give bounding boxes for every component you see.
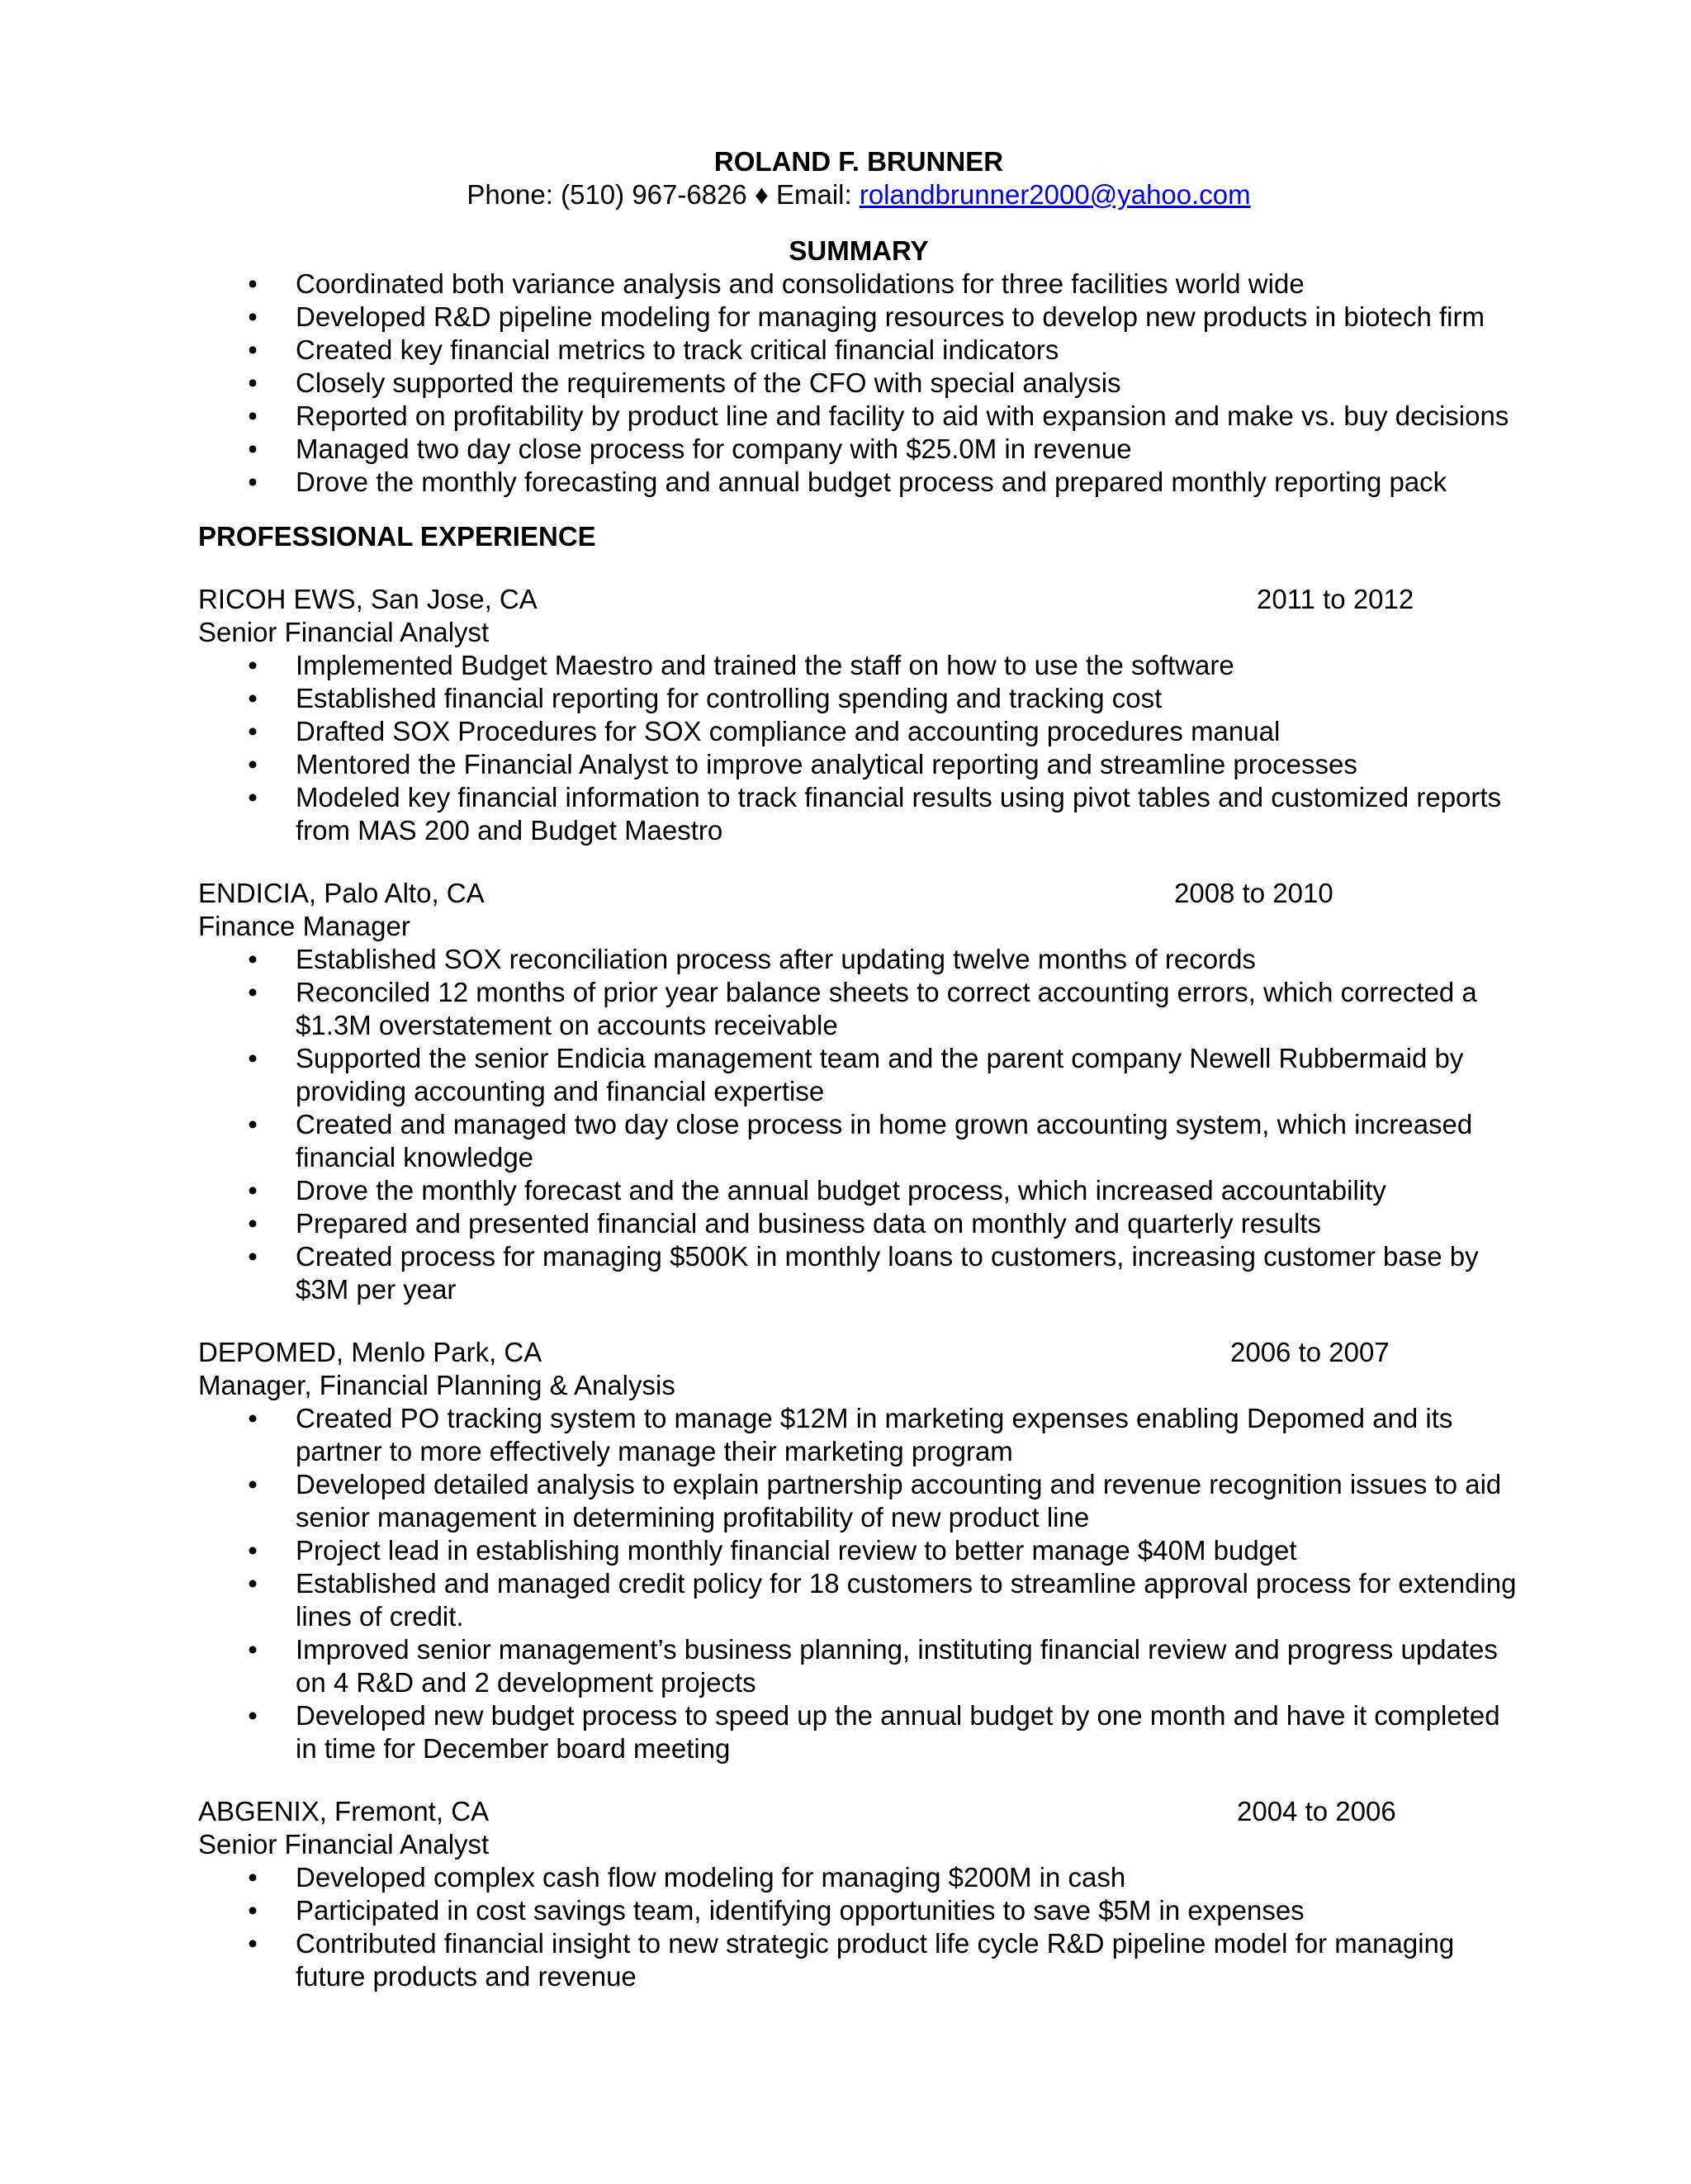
job-company: DEPOMED, Menlo Park, CA — [198, 1337, 542, 1367]
job-entry — [198, 1336, 1519, 1765]
list-item-text: Created key financial metrics to track critical financial indicators — [296, 334, 1059, 365]
bullet-icon: • — [248, 367, 258, 398]
email-label: Email: — [775, 179, 860, 210]
email-link[interactable]: rolandbrunner2000@yahoo.com — [859, 179, 1251, 210]
job-dates: 2008 to 2010 — [1174, 878, 1333, 908]
bullet-icon: • — [248, 467, 258, 497]
list-item — [248, 1240, 1519, 1306]
bullet-icon: • — [248, 1862, 258, 1893]
job-dates: 2004 to 2006 — [1237, 1796, 1396, 1826]
list-item — [248, 1207, 1519, 1240]
list-item-text: Drafted SOX Procedures for SOX compliance and accounting procedures manual — [296, 716, 1281, 746]
list-item — [248, 682, 1519, 715]
list-item-text: Drove the monthly forecast and the annual budget process, which increased accountability — [296, 1175, 1386, 1206]
job-entry — [198, 1795, 1519, 1993]
list-item — [248, 1534, 1519, 1567]
bullet-icon: • — [248, 1043, 258, 1073]
list-item — [248, 715, 1519, 748]
bullet-icon: • — [248, 977, 258, 1007]
job-header — [198, 1795, 1519, 1828]
job-title: Senior Financial Analyst — [198, 1829, 490, 1859]
list-item — [248, 466, 1519, 499]
bullet-icon: • — [248, 400, 258, 431]
job-duties-list — [198, 1861, 1519, 1993]
list-item-text: Drove the monthly forecasting and annual budget process and prepared monthly reporting pack — [296, 467, 1447, 497]
bullet-icon: • — [248, 1175, 258, 1206]
job-entry — [198, 583, 1519, 847]
bullet-icon: • — [248, 268, 258, 299]
bullet-icon: • — [248, 1403, 258, 1433]
job-dates: 2011 to 2012 — [1257, 584, 1414, 614]
list-item — [248, 334, 1519, 367]
list-item-text: Coordinated both variance analysis and consolidations for three facilities world wide — [296, 268, 1305, 299]
bullet-icon: • — [248, 782, 258, 812]
list-item — [248, 1402, 1519, 1468]
bullet-icon: • — [248, 650, 258, 680]
phone-number: (510) 967-6826 — [561, 179, 747, 210]
list-item — [248, 1699, 1519, 1765]
list-item-text: Implemented Budget Maestro and trained the staff on how to use the software — [296, 650, 1234, 680]
list-item-text: Created and managed two day close process in home grown accounting system, which increased financial knowledge — [296, 1109, 1473, 1173]
job-header — [198, 583, 1519, 616]
list-item-text: Developed R&D pipeline modeling for managing resources to develop new products in biotech firm — [296, 301, 1485, 332]
list-item-text: Reconciled 12 months of prior year balance sheets to correct accounting errors, which corrected a $1.3M overstatement on accounts receivable — [296, 977, 1477, 1040]
list-item-text: Modeled key financial information to track financial results using pivot tables and customized reports from MAS 200 and Budget Maestro — [296, 782, 1502, 846]
list-item — [248, 301, 1519, 334]
bullet-icon: • — [248, 749, 258, 779]
bullet-icon: • — [248, 716, 258, 746]
list-item — [248, 976, 1519, 1042]
list-item-text: Prepared and presented financial and business data on monthly and quarterly results — [296, 1208, 1321, 1239]
bullet-icon: • — [248, 1634, 258, 1665]
job-duties-list — [198, 943, 1519, 1306]
list-item-text: Mentored the Financial Analyst to improve analytical reporting and streamline processes — [296, 749, 1357, 779]
candidate-name: ROLAND F. BRUNNER — [713, 146, 1004, 177]
phone-label: Phone: — [467, 179, 561, 210]
job-header — [198, 1336, 1519, 1369]
list-item-text: Developed detailed analysis to explain partnership accounting and revenue recognition issues to aid senior management in determining profitability of new product line — [296, 1469, 1502, 1533]
list-item — [248, 433, 1519, 466]
list-item-text: Closely supported the requirements of the CFO with special analysis — [296, 367, 1121, 398]
list-item-text: Established financial reporting for controlling spending and tracking cost — [296, 683, 1163, 713]
bullet-icon: • — [248, 1241, 258, 1272]
bullet-icon: • — [248, 1928, 258, 1959]
bullet-icon: • — [248, 1700, 258, 1731]
bullet-icon: • — [248, 1469, 258, 1499]
list-item-text: Reported on profitability by product line and facility to aid with expansion and make vs. buy decisions — [296, 400, 1509, 431]
bullet-icon: • — [248, 301, 258, 332]
job-header — [198, 877, 1519, 910]
list-item — [248, 1567, 1519, 1633]
list-item — [248, 1174, 1519, 1207]
job-company: RICOH EWS, San Jose, CA — [198, 584, 538, 614]
list-item — [248, 400, 1519, 433]
list-item — [248, 367, 1519, 400]
bullet-icon: • — [248, 1568, 258, 1599]
experience-heading: PROFESSIONAL EXPERIENCE — [198, 521, 596, 552]
job-duties-list — [198, 1402, 1519, 1765]
list-item — [248, 1633, 1519, 1699]
list-item — [248, 1468, 1519, 1534]
resume-page — [198, 145, 1519, 1993]
list-item-text: Supported the senior Endicia management team and the parent company Newell Rubbermaid by providing accounting and financial expertise — [296, 1043, 1464, 1106]
bullet-icon: • — [248, 683, 258, 713]
job-company: ENDICIA, Palo Alto, CA — [198, 878, 485, 908]
bullet-icon: • — [248, 334, 258, 365]
bullet-icon: • — [248, 433, 258, 464]
list-item — [248, 748, 1519, 781]
job-company: ABGENIX, Fremont, CA — [198, 1796, 490, 1826]
list-item-text: Improved senior management’s business planning, instituting financial review and progress updates on 4 R&D and 2 development projects — [296, 1634, 1498, 1698]
summary-heading: SUMMARY — [789, 235, 929, 266]
bullet-icon: • — [248, 1208, 258, 1239]
list-item-text: Managed two day close process for company with $25.0M in revenue — [296, 433, 1132, 464]
job-title: Manager, Financial Planning & Analysis — [198, 1370, 675, 1400]
job-duties-list — [198, 649, 1519, 847]
bullet-icon: • — [248, 1535, 258, 1566]
list-item — [248, 1042, 1519, 1108]
list-item — [248, 1927, 1519, 1993]
job-entry — [198, 877, 1519, 1306]
bullet-icon: • — [248, 1109, 258, 1139]
list-item-text: Created PO tracking system to manage $12M in marketing expenses enabling Depomed and its partner to more effectively manage their marketing program — [296, 1403, 1453, 1466]
list-item-text: Established and managed credit policy for 18 customers to streamline approval process for extending lines of credit. — [296, 1568, 1517, 1632]
list-item-text: Participated in cost savings team, identifying opportunities to save $5M in expenses — [296, 1895, 1305, 1926]
bullet-icon: • — [248, 944, 258, 974]
diamond-separator-icon: ♦ — [746, 179, 776, 210]
list-item — [248, 649, 1519, 682]
list-item — [248, 1861, 1519, 1894]
summary-list — [198, 268, 1519, 499]
bullet-icon: • — [248, 1895, 258, 1926]
list-item — [248, 1108, 1519, 1174]
list-item-text: Created process for managing $500K in monthly loans to customers, increasing customer base by $3M per year — [296, 1241, 1479, 1305]
job-dates: 2006 to 2007 — [1230, 1337, 1390, 1367]
experience-list — [198, 583, 1519, 1993]
list-item — [248, 943, 1519, 976]
job-title: Senior Financial Analyst — [198, 617, 490, 647]
list-item — [248, 1894, 1519, 1927]
job-title: Finance Manager — [198, 911, 410, 941]
list-item — [248, 268, 1519, 301]
contact-line — [198, 178, 1519, 211]
list-item-text: Project lead in establishing monthly financial review to better manage $40M budget — [296, 1535, 1297, 1566]
list-item-text: Established SOX reconciliation process after updating twelve months of records — [296, 944, 1256, 974]
list-item-text: Contributed financial insight to new strategic product life cycle R&D pipeline model for managing future products and revenue — [296, 1928, 1455, 1992]
list-item-text: Developed new budget process to speed up the annual budget by one month and have it completed in time for December board meeting — [296, 1700, 1500, 1764]
list-item — [248, 781, 1519, 847]
list-item-text: Developed complex cash flow modeling for managing $200M in cash — [296, 1862, 1126, 1893]
